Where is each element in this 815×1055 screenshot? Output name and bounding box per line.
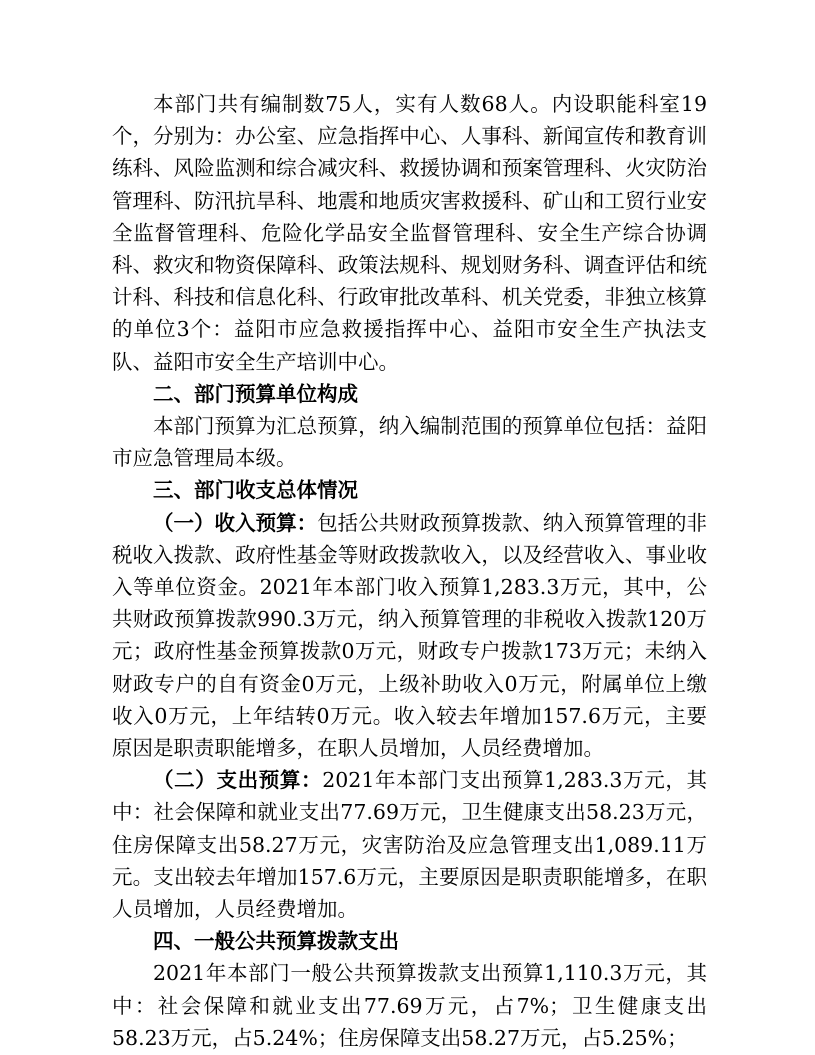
general-public-budget-paragraph: 2021年本部门一般公共预算拨款支出预算1,110.3万元，其中：社会保障和就业支出77.69万元，占7%；卫生健康支出58.23万元，占5.24%；住房保障支出58.27万元，占5.25%； [112,961,707,1050]
expenditure-budget-label: （二）支出预算： [153,768,323,793]
document-body [112,88,707,1054]
expenditure-budget-paragraph [112,764,707,925]
expenditure-budget-text: 2021年本部门支出预算1,283.3万元，其中：社会保障和就业支出77.69万元，卫生健康支出58.23万元，住房保障支出58.27万元，灾害防治及应急管理支出1,089.11万元。支出较去年增加157.6万元，主要原因是职责职能增多，在职人员增加，人员经费增加。 [112,768,708,922]
heading-overall-revenue-expenditure: 三、部门收支总体情况 [153,478,358,503]
revenue-budget-text: 包括公共财政预算拨款、纳入预算管理的非税收入拨款、政府性基金等财政拨款收入，以及经营收入、事业收入等单位资金。2021年本部门收入预算1,283.3万元，其中，公共财政预算拨款990.3万元，纳入预算管理的非税收入拨款120万元；政府性基金预算拨款0万元，财政专户拨款173万元；未纳入财政专户的自有资金0万元，上级补助收入0万元，附属单位上缴收入0万元，上年结转0万元。收入较去年增加157.6万元，主要原因是职责职能增多，在职人员增加，人员经费增加。 [112,510,708,761]
heading-general-public-budget-appropriation: 四、一般公共预算拨款支出 [153,929,399,954]
heading-budget-unit-composition: 二、部门预算单位构成 [153,381,358,406]
budget-unit-composition-paragraph: 本部门预算为汇总预算，纳入编制范围的预算单位包括：益阳市应急管理局本级。 [112,414,707,471]
revenue-budget-paragraph [112,507,707,765]
staffing-paragraph: 本部门共有编制数75人，实有人数68人。内设职能科室19个，分别为：办公室、应急指挥中心、人事科、新闻宣传和教育训练科、风险监测和综合减灾科、救援协调和预案管理科、火灾防治管理科、防汛抗旱科、地震和地质灾害救援科、矿山和工贸行业安全监督管理科、危险化学品安全监督管理科、安全生产综合协调科、救灾和物资保障科、政策法规科、规划财务科、调查评估和统计科、科技和信息化科、行政审批改革科、机关党委，非独立核算的单位3个：益阳市应急救援指挥中心、益阳市安全生产执法支队、益阳市安全生产培训中心。 [112,92,707,374]
revenue-budget-label: （一）收入预算： [153,510,318,535]
